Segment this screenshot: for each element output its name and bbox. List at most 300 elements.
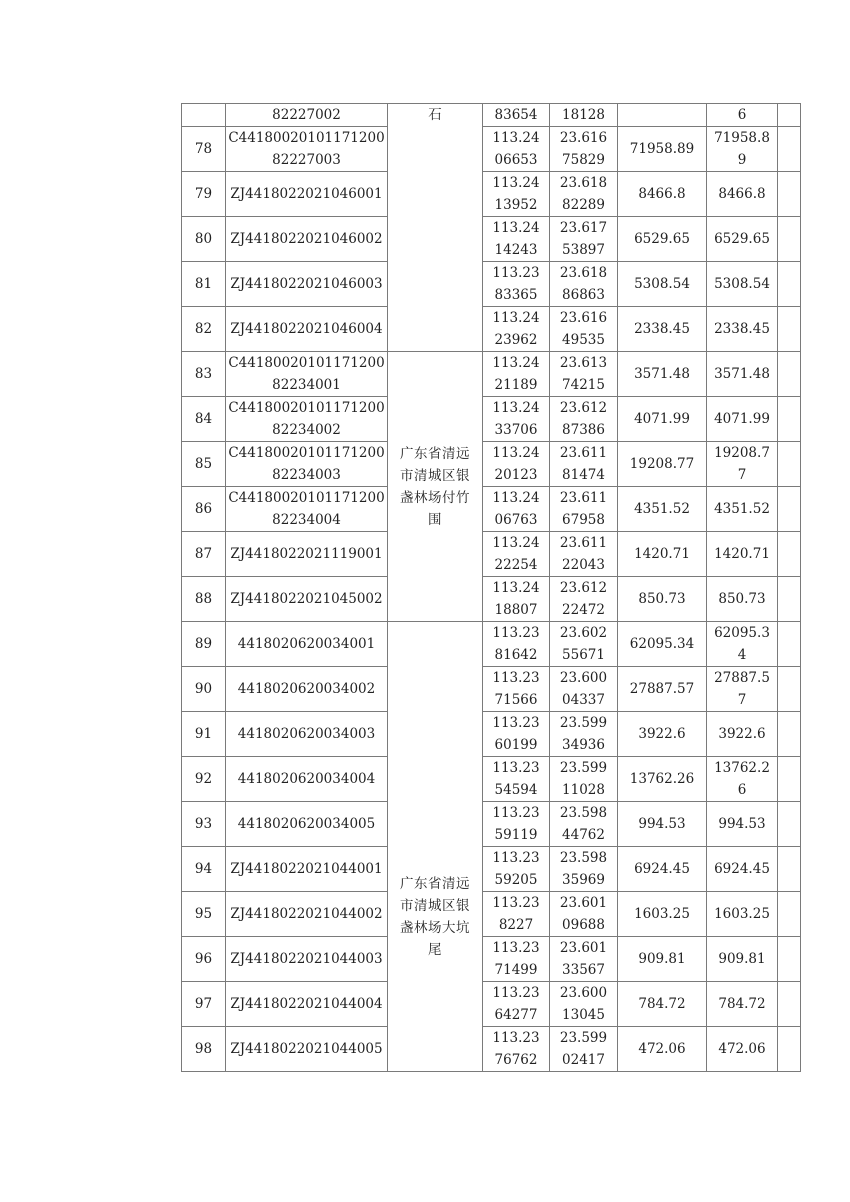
longitude-cell-line: 113.23 [492, 760, 540, 776]
code-cell [226, 532, 388, 577]
code-cell [226, 757, 388, 802]
location-line: 市清城区银 [400, 467, 470, 484]
area-confirmed-cell [707, 937, 778, 982]
longitude-cell-line: 18807 [494, 602, 538, 618]
longitude-cell-line: 113.23 [492, 850, 540, 866]
latitude-cell [550, 217, 618, 262]
table-row [182, 307, 801, 352]
longitude-cell [483, 487, 550, 532]
code-cell-line: 4418020620034003 [237, 726, 376, 742]
longitude-cell-line: 113.24 [492, 310, 540, 326]
area-confirmed-cell-line: 6529.65 [714, 231, 770, 247]
latitude-cell-line: 23.612 [559, 400, 608, 416]
note-cell [778, 487, 801, 532]
longitude-cell [483, 667, 550, 712]
area-confirmed-cell [707, 532, 778, 577]
code-cell [226, 262, 388, 307]
area-confirmed-cell-line: 472.06 [718, 1041, 766, 1057]
longitude-cell [483, 847, 550, 892]
longitude-cell-line: 113.23 [492, 805, 540, 821]
code-cell-line: 4418020620034001 [237, 636, 376, 652]
longitude-cell-line: 113.23 [492, 895, 540, 911]
latitude-cell-line: 23.599 [559, 760, 608, 776]
latitude-cell [550, 622, 618, 667]
latitude-cell-line: 23.600 [559, 985, 608, 1001]
longitude-cell-line: 54594 [494, 782, 538, 798]
longitude-cell-line: 64277 [494, 1007, 538, 1023]
area-confirmed-cell [707, 892, 778, 937]
code-cell [226, 1027, 388, 1072]
longitude-cell [483, 217, 550, 262]
latitude-cell [550, 262, 618, 307]
area-cell: 909.81 [618, 937, 707, 982]
longitude-cell-line: 113.24 [492, 175, 540, 191]
longitude-cell [483, 622, 550, 667]
longitude-cell [483, 262, 550, 307]
latitude-cell-line: 04337 [562, 692, 605, 708]
table-row [182, 397, 801, 442]
index-cell: 85 [182, 442, 226, 487]
area-cell: 2338.45 [618, 307, 707, 352]
code-cell [226, 127, 388, 172]
area-confirmed-cell-line: 7 [737, 467, 747, 483]
longitude-cell [483, 982, 550, 1027]
code-cell [226, 622, 388, 667]
code-cell [226, 172, 388, 217]
longitude-cell-line: 81642 [494, 647, 538, 663]
area-confirmed-cell-line: 4071.99 [714, 411, 770, 427]
latitude-cell-line: 33567 [562, 962, 605, 978]
longitude-cell-line: 33706 [494, 422, 538, 438]
latitude-cell [550, 802, 618, 847]
area-cell [618, 104, 707, 127]
code-cell [226, 982, 388, 1027]
area-cell: 4071.99 [618, 397, 707, 442]
latitude-cell-line: 22043 [562, 557, 605, 573]
code-cell [226, 712, 388, 757]
table-row [182, 487, 801, 532]
table-row [182, 127, 801, 172]
area-confirmed-cell-line: 4351.52 [714, 501, 770, 517]
code-cell-line: ZJ4418022021044003 [230, 951, 383, 967]
area-cell: 13762.26 [618, 757, 707, 802]
latitude-cell-line: 74215 [562, 377, 605, 393]
area-confirmed-cell [707, 307, 778, 352]
code-cell-line: ZJ4418022021119001 [230, 546, 383, 562]
longitude-cell [483, 1027, 550, 1072]
area-confirmed-cell-line: 3571.48 [714, 366, 770, 382]
longitude-cell [483, 172, 550, 217]
longitude-cell-line: 23962 [494, 332, 538, 348]
area-confirmed-cell-line: 9 [737, 152, 747, 168]
area-confirmed-cell-line: 1603.25 [714, 906, 770, 922]
longitude-cell-line: 113.24 [492, 490, 540, 506]
area-confirmed-cell-line: 1420.71 [714, 546, 770, 562]
longitude-cell-line: 71566 [494, 692, 538, 708]
longitude-cell-line: 113.23 [492, 1030, 540, 1046]
index-cell: 87 [182, 532, 226, 577]
code-cell-line: ZJ4418022021044005 [230, 1041, 383, 1057]
note-cell [778, 757, 801, 802]
latitude-cell-line: 09688 [562, 917, 605, 933]
code-cell-line: C44180020101171200 [228, 490, 385, 506]
latitude-cell-line: 23.599 [559, 715, 608, 731]
code-cell-line: 82234002 [272, 422, 341, 438]
index-cell: 92 [182, 757, 226, 802]
area-confirmed-cell [707, 262, 778, 307]
index-cell: 91 [182, 712, 226, 757]
longitude-cell-line: 113.24 [492, 400, 540, 416]
area-confirmed-cell-line: 994.53 [718, 816, 766, 832]
note-cell [778, 937, 801, 982]
latitude-cell [550, 487, 618, 532]
area-confirmed-cell [707, 667, 778, 712]
longitude-cell-line: 76762 [494, 1052, 538, 1068]
location-cell: 石 [388, 104, 483, 127]
location-line: 市清城区银 [400, 897, 470, 914]
code-cell [226, 892, 388, 937]
area-cell: 472.06 [618, 1027, 707, 1072]
latitude-cell-line: 81474 [562, 467, 605, 483]
latitude-cell-line: 23.617 [559, 220, 608, 236]
latitude-cell [550, 1027, 618, 1072]
area-confirmed-cell [707, 577, 778, 622]
latitude-cell-line: 23.616 [559, 130, 608, 146]
longitude-cell-line: 83365 [494, 287, 538, 303]
code-cell [226, 937, 388, 982]
area-confirmed-cell-line: 850.73 [718, 591, 766, 607]
longitude-cell-line: 113.23 [492, 985, 540, 1001]
latitude-cell-line: 23.611 [559, 490, 608, 506]
latitude-cell-line: 82289 [562, 197, 605, 213]
table-row-continuation [182, 104, 801, 127]
code-cell [226, 442, 388, 487]
longitude-cell [483, 127, 550, 172]
latitude-cell-line: 23.618 [559, 175, 608, 191]
code-cell [226, 352, 388, 397]
latitude-cell [550, 532, 618, 577]
area-confirmed-cell [707, 442, 778, 487]
location-line: 广东省清远 [400, 445, 470, 462]
latitude-cell-line: 44762 [562, 827, 605, 843]
latitude-cell-line: 23.613 [559, 355, 608, 371]
table-row [182, 982, 801, 1027]
index-cell: 96 [182, 937, 226, 982]
area-cell: 1420.71 [618, 532, 707, 577]
longitude-cell [483, 757, 550, 802]
code-cell-line: 4418020620034002 [237, 681, 376, 697]
code-cell [226, 847, 388, 892]
code-cell-line: C44180020101171200 [228, 400, 385, 416]
table-row [182, 532, 801, 577]
note-cell [778, 712, 801, 757]
location-line: 尾 [428, 941, 442, 958]
longitude-cell [483, 352, 550, 397]
table-row [182, 262, 801, 307]
note-cell [778, 104, 801, 127]
code-cell-line: ZJ4418022021046003 [230, 276, 383, 292]
area-confirmed-cell-line: 7 [737, 692, 747, 708]
area-confirmed-cell [707, 127, 778, 172]
code-cell-line: ZJ4418022021046004 [230, 321, 383, 337]
index-cell: 82 [182, 307, 226, 352]
latitude-cell-line: 55671 [562, 647, 605, 663]
longitude-cell-line: 113.23 [492, 940, 540, 956]
code-cell-line: C44180020101171200 [228, 130, 385, 146]
latitude-cell [550, 397, 618, 442]
note-cell [778, 577, 801, 622]
code-cell [226, 307, 388, 352]
latitude-cell-line: 23.611 [559, 535, 608, 551]
area-confirmed-cell-line: 62095.3 [714, 625, 770, 641]
area-confirmed-cell-line: 2338.45 [714, 321, 770, 337]
area-cell: 8466.8 [618, 172, 707, 217]
latitude-cell-line: 23.616 [559, 310, 608, 326]
index-cell: 90 [182, 667, 226, 712]
longitude-cell-line: 113.23 [492, 625, 540, 641]
note-cell [778, 172, 801, 217]
location-line: 围 [428, 511, 442, 528]
table-row [182, 667, 801, 712]
index-cell: 94 [182, 847, 226, 892]
latitude-cell-line: 23.602 [559, 625, 608, 641]
area-confirmed-cell-line: 6 [737, 782, 747, 798]
note-cell [778, 397, 801, 442]
latitude-cell-line: 23.598 [559, 805, 608, 821]
area-cell: 994.53 [618, 802, 707, 847]
latitude-cell-line: 35969 [562, 872, 605, 888]
area-confirmed-cell [707, 1027, 778, 1072]
latitude-cell: 18128 [550, 104, 618, 127]
area-cell: 6529.65 [618, 217, 707, 262]
longitude-cell-line: 8227 [498, 917, 534, 933]
area-confirmed-cell [707, 352, 778, 397]
note-cell [778, 667, 801, 712]
note-cell [778, 982, 801, 1027]
latitude-cell-line: 23.598 [559, 850, 608, 866]
area-cell: 19208.77 [618, 442, 707, 487]
area-confirmed-cell [707, 757, 778, 802]
code-cell-line: ZJ4418022021044002 [230, 906, 383, 922]
index-cell: 79 [182, 172, 226, 217]
location-line: 盏林场大坑 [400, 919, 470, 936]
area-confirmed-cell-line: 27887.5 [714, 670, 770, 686]
longitude-cell [483, 802, 550, 847]
area-confirmed-cell [707, 622, 778, 667]
longitude-cell-line: 22254 [494, 557, 538, 573]
index-cell: 88 [182, 577, 226, 622]
latitude-cell-line: 02417 [562, 1052, 605, 1068]
area-confirmed-cell [707, 172, 778, 217]
index-cell: 84 [182, 397, 226, 442]
table-row [182, 757, 801, 802]
area-confirmed-cell [707, 802, 778, 847]
location-cell [388, 127, 483, 352]
area-cell: 850.73 [618, 577, 707, 622]
code-cell [226, 217, 388, 262]
latitude-cell-line: 53897 [562, 242, 605, 258]
longitude-cell-line: 113.23 [492, 670, 540, 686]
code-cell-line: 82234001 [272, 377, 341, 393]
table-row [182, 892, 801, 937]
area-confirmed-cell-line: 3922.6 [718, 726, 766, 742]
code-cell-line: ZJ4418022021046001 [230, 186, 383, 202]
latitude-cell-line: 13045 [562, 1007, 605, 1023]
latitude-cell-line: 87386 [562, 422, 605, 438]
index-cell: 93 [182, 802, 226, 847]
area-confirmed-cell-line: 8466.8 [718, 186, 766, 202]
code-cell-line: ZJ4418022021046002 [230, 231, 383, 247]
longitude-cell-line: 59119 [494, 827, 538, 843]
longitude-cell-line: 113.24 [492, 220, 540, 236]
table-row [182, 622, 801, 667]
longitude-cell [483, 937, 550, 982]
longitude-cell-line: 113.24 [492, 535, 540, 551]
note-cell [778, 217, 801, 262]
area-confirmed-cell-line: 784.72 [718, 996, 766, 1012]
note-cell [778, 127, 801, 172]
note-cell [778, 802, 801, 847]
latitude-cell [550, 127, 618, 172]
table-row [182, 352, 801, 397]
area-cell: 3571.48 [618, 352, 707, 397]
note-cell [778, 442, 801, 487]
index-cell: 86 [182, 487, 226, 532]
code-cell-line: ZJ4418022021045002 [230, 591, 383, 607]
code-cell [226, 577, 388, 622]
longitude-cell-line: 06763 [494, 512, 538, 528]
latitude-cell-line: 23.618 [559, 265, 608, 281]
latitude-cell-line: 23.600 [559, 670, 608, 686]
latitude-cell-line: 86863 [562, 287, 605, 303]
latitude-cell-line: 67958 [562, 512, 605, 528]
table-row [182, 442, 801, 487]
latitude-cell [550, 712, 618, 757]
table-row [182, 847, 801, 892]
code-cell-line: C44180020101171200 [228, 445, 385, 461]
code-cell [226, 667, 388, 712]
table-row [182, 172, 801, 217]
note-cell [778, 847, 801, 892]
table-row [182, 217, 801, 262]
note-cell [778, 262, 801, 307]
location-cell [388, 622, 483, 1072]
code-cell-line: 4418020620034004 [237, 771, 376, 787]
latitude-cell-line: 23.601 [559, 940, 608, 956]
area-cell: 784.72 [618, 982, 707, 1027]
area-cell: 62095.34 [618, 622, 707, 667]
longitude-cell [483, 892, 550, 937]
location-line: 盏林场付竹 [400, 489, 470, 506]
location-cell [388, 352, 483, 622]
longitude-cell-line: 113.24 [492, 580, 540, 596]
longitude-cell-line: 60199 [494, 737, 538, 753]
longitude-cell [483, 307, 550, 352]
latitude-cell [550, 757, 618, 802]
latitude-cell-line: 22472 [562, 602, 605, 618]
index-cell: 78 [182, 127, 226, 172]
index-cell: 95 [182, 892, 226, 937]
code-cell [226, 487, 388, 532]
note-cell [778, 307, 801, 352]
latitude-cell [550, 892, 618, 937]
longitude-cell-line: 71499 [494, 962, 538, 978]
area-confirmed-cell [707, 487, 778, 532]
table-row [182, 937, 801, 982]
index-cell: 89 [182, 622, 226, 667]
area-cell: 71958.89 [618, 127, 707, 172]
longitude-cell: 83654 [483, 104, 550, 127]
code-cell-line: 82227003 [272, 152, 341, 168]
note-cell [778, 892, 801, 937]
longitude-cell-line: 59205 [494, 872, 538, 888]
longitude-cell-line: 21189 [494, 377, 538, 393]
index-cell [182, 104, 226, 127]
index-cell: 97 [182, 982, 226, 1027]
area-cell: 1603.25 [618, 892, 707, 937]
latitude-cell [550, 937, 618, 982]
latitude-cell-line: 11028 [562, 782, 605, 798]
area-confirmed-cell-line: 71958.8 [714, 130, 770, 146]
longitude-cell-line: 113.23 [492, 715, 540, 731]
latitude-cell [550, 847, 618, 892]
latitude-cell [550, 982, 618, 1027]
table-row [182, 802, 801, 847]
latitude-cell-line: 23.599 [559, 1030, 608, 1046]
table-row [182, 712, 801, 757]
longitude-cell [483, 442, 550, 487]
parcel-table [181, 103, 801, 1072]
longitude-cell [483, 577, 550, 622]
area-confirmed-cell [707, 847, 778, 892]
longitude-cell [483, 712, 550, 757]
area-confirmed-cell [707, 982, 778, 1027]
longitude-cell-line: 113.23 [492, 265, 540, 281]
latitude-cell [550, 577, 618, 622]
area-confirmed-cell-line: 6924.45 [714, 861, 770, 877]
area-confirmed-cell-line: 13762.2 [714, 760, 770, 776]
latitude-cell [550, 172, 618, 217]
area-cell: 27887.57 [618, 667, 707, 712]
latitude-cell [550, 442, 618, 487]
note-cell [778, 622, 801, 667]
longitude-cell-line: 06653 [494, 152, 538, 168]
index-cell: 81 [182, 262, 226, 307]
area-cell: 5308.54 [618, 262, 707, 307]
area-cell: 6924.45 [618, 847, 707, 892]
code-cell-line: 82234004 [272, 512, 341, 528]
note-cell [778, 532, 801, 577]
latitude-cell [550, 667, 618, 712]
latitude-cell-line: 23.601 [559, 895, 608, 911]
area-confirmed-cell: 6 [707, 104, 778, 127]
code-cell-line: 4418020620034005 [237, 816, 376, 832]
latitude-cell-line: 23.612 [559, 580, 608, 596]
longitude-cell [483, 397, 550, 442]
table-row [182, 577, 801, 622]
code-cell-line: ZJ4418022021044001 [230, 861, 383, 877]
index-cell: 80 [182, 217, 226, 262]
index-cell: 83 [182, 352, 226, 397]
table-row [182, 1027, 801, 1072]
location-line: 广东省清远 [400, 875, 470, 892]
area-confirmed-cell-line: 5308.54 [714, 276, 770, 292]
code-cell [226, 802, 388, 847]
area-confirmed-cell-line: 19208.7 [714, 445, 770, 461]
area-confirmed-cell-line: 4 [737, 647, 747, 663]
area-confirmed-cell-line: 909.81 [718, 951, 766, 967]
latitude-cell-line: 49535 [562, 332, 605, 348]
